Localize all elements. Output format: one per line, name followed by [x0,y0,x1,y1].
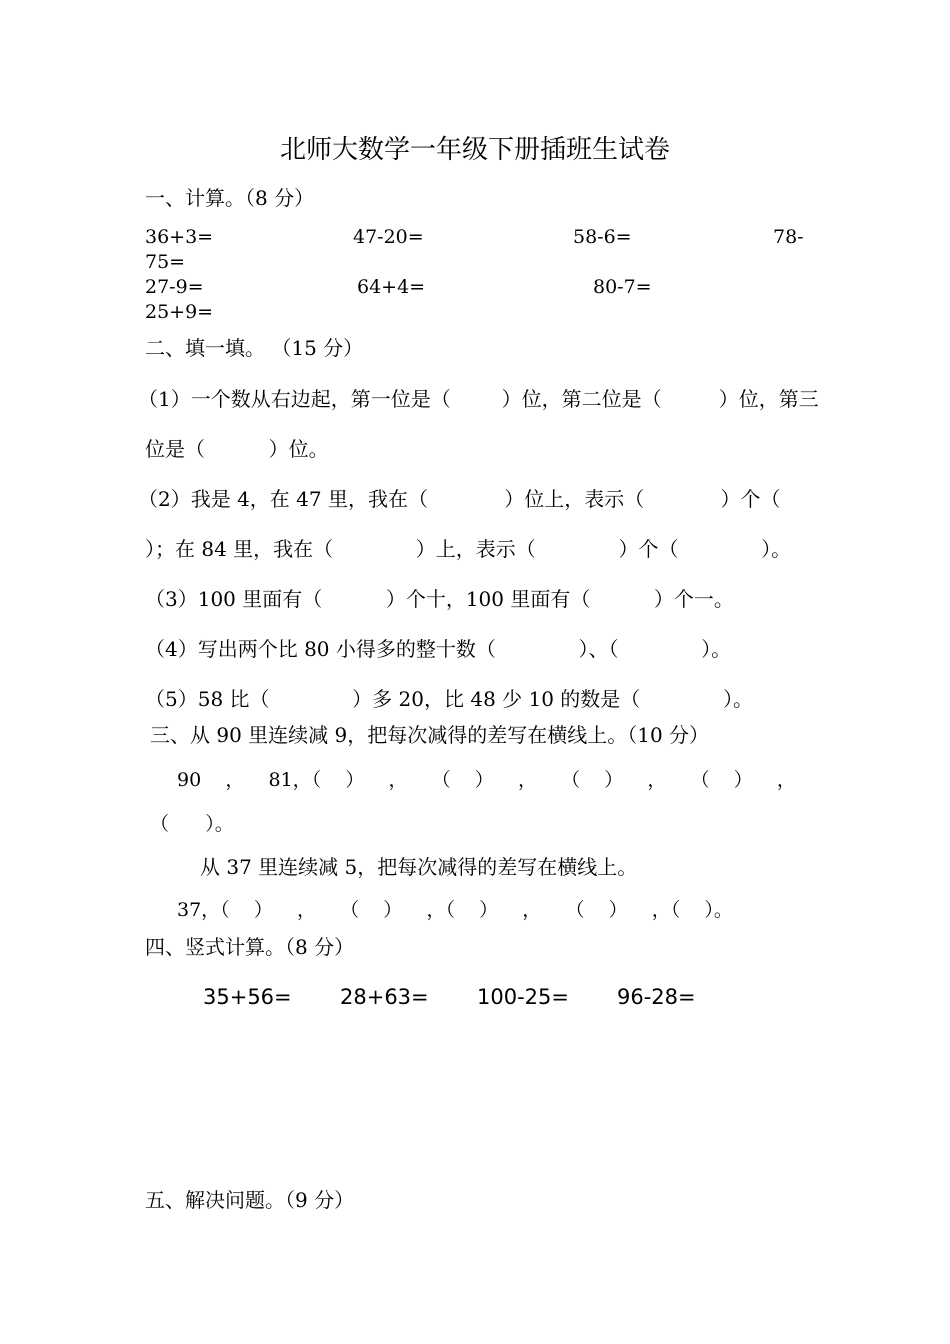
calc-item-wrap: 75= [145,251,186,273]
calc-item: 58-6= [573,226,632,248]
calc-item: 27-9= [145,276,204,298]
fill-question-1-cont: 位是（ ）位。 [145,437,329,461]
section2-heading: 二、填一填。 （15 分） [145,336,364,360]
calc-item-wrap: 25+9= [145,301,214,323]
vertical-calc-problem: 96-28= [617,985,696,1009]
page-title: 北师大数学一年级下册插班生试卷 [279,135,670,165]
vertical-calc-problem: 35+56= [203,985,292,1009]
section5-heading: 五、解决问题。（9 分） [145,1188,355,1212]
fill-question-5: （5）58 比（ ）多 20，比 48 少 10 的数是（ ）。 [145,687,753,711]
section3-heading: 三、从 90 里连续减 9，把每次减得的差写在横线上。（10 分） [150,723,710,747]
section3-subheading: 从 37 里连续减 5，把每次减得的差写在横线上。 [200,855,638,879]
vertical-calc-problem: 28+63= [340,985,429,1009]
fill-question-3: （3）100 里面有（ ）个十，100 里面有（ ）个一。 [145,587,734,611]
fill-question-2-cont: ）；在 84 里，我在（ ）上，表示（ ）个（ ）。 [145,537,792,561]
calc-item: 78- [773,226,804,248]
section4-heading: 四、竖式计算。（8 分） [145,935,355,959]
sequence-line-1: 90 ， 81，（ ） ， （ ） ， （ ） ， （ ） ， [177,769,796,791]
fill-question-1: （1）一个数从右边起，第一位是（ ）位，第二位是（ ）位，第三 [138,387,819,411]
fill-question-2: （2）我是 4，在 47 里，我在（ ）位上，表示（ ）个（ [138,487,781,511]
sequence-line-1-cont: （ ）。 [150,813,234,835]
section1-heading: 一、计算。（8 分） [145,186,315,210]
sequence-line-2: 37，（ ） ， （ ） ，（ ） ， （ ） ，（ ）。 [177,899,733,921]
calc-item: 36+3= [145,226,214,248]
vertical-calc-problem: 100-25= [477,985,569,1009]
calc-item: 47-20= [353,226,424,248]
calc-item: 64+4= [357,276,426,298]
fill-question-4: （4）写出两个比 80 小得多的整十数（ ）、（ ）。 [145,637,732,661]
calc-item: 80-7= [593,276,652,298]
